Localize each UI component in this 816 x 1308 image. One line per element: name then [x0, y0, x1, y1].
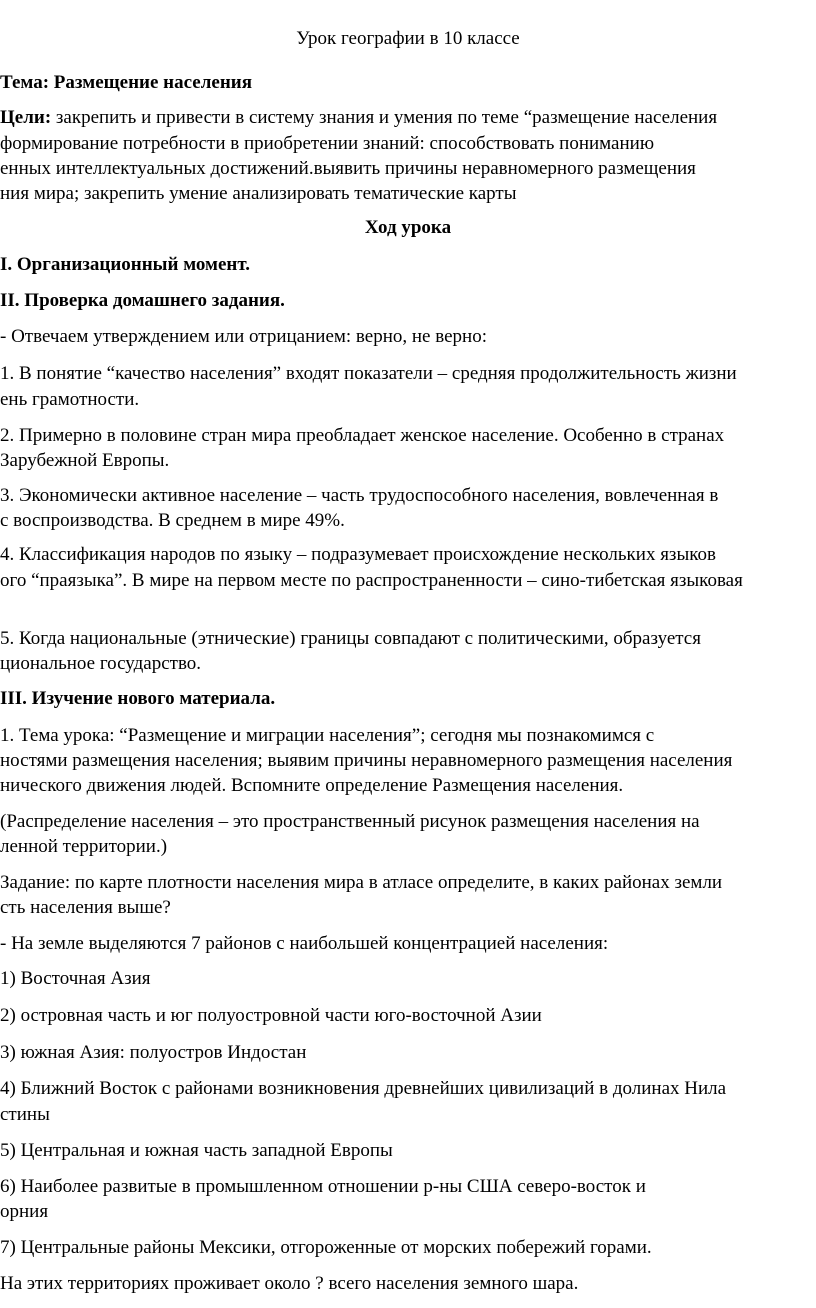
goals-line-2: формирование потребности в приобретении знаний: способствовать пониманию	[0, 133, 655, 154]
check-item: 4. Классификация народов по языку – подразумевает происхождение нескольких языков	[0, 544, 716, 565]
material-line: 1. Тема урока: “Размещение и миграции населения”; сегодня мы познакомимся с	[0, 725, 655, 746]
material-line: ностями размещения населения; выявим причины неравномерного размещения населения	[0, 750, 733, 771]
section-heading-2: II. Проверка домашнего задания.	[0, 290, 285, 311]
material-line: 6) Наиболее развитые в промышленном отношении р-ны США северо-восток и	[0, 1176, 646, 1197]
section-heading-3: III. Изучение нового материала.	[0, 688, 276, 709]
check-item: Зарубежной Европы.	[0, 450, 170, 471]
material-line: На этих территориях проживает около ? всего населения земного шара.	[0, 1273, 579, 1294]
material-line: Задание: по карте плотности населения мира в атласе определите, в каких районах земли	[0, 872, 723, 893]
header-title: Урок географии в 10 классе	[296, 28, 520, 49]
check-item: ень грамотности.	[0, 389, 140, 410]
section-heading-1: I. Организационный момент.	[0, 254, 251, 275]
check-item: ого “праязыка”. В мире на первом месте по распространенности – сино-тибетская языковая	[0, 570, 743, 591]
material-line: ленной территории.)	[0, 836, 168, 857]
material-line: 5) Центральная и южная часть западной Европы	[0, 1140, 393, 1161]
material-line: орния	[0, 1201, 49, 1222]
goals-line-3: енных интеллектуальных достижений.выявить причины неравномерного размещения	[0, 158, 696, 179]
check-item: 3. Экономически активное население – часть трудоспособного населения, вовлеченная в	[0, 485, 719, 506]
goals-label: Цели:	[0, 107, 52, 128]
check-item: 1. В понятие “качество населения” входят показатели – средняя продолжительность жизни	[0, 363, 737, 384]
material-line: 7) Центральные районы Мексики, отгороженные от морских побережий горами.	[0, 1237, 652, 1258]
material-line: (Распределение населения – это пространственный рисунок размещения населения на	[0, 811, 700, 832]
goals-line-4: ния мира; закрепить умение анализировать тематические карты	[0, 183, 517, 204]
topic-label: Тема:	[0, 72, 50, 93]
material-line: - На земле выделяются 7 районов с наибольшей концентрацией населения:	[0, 933, 609, 954]
material-line: сть населения выше?	[0, 897, 171, 918]
material-line: стины	[0, 1104, 50, 1125]
check-intro: - Отвечаем утверждением или отрицанием: верно, не верно:	[0, 326, 487, 347]
check-item: с воспроизводства. В среднем в мире 49%.	[0, 510, 345, 531]
topic-line	[0, 72, 252, 94]
material-line: 2) островная часть и юг полуостровной части юго-восточной Азии	[0, 1005, 542, 1026]
check-item: 2. Примерно в половине стран мира преобладает женское население. Особенно в странах	[0, 425, 725, 446]
material-line: 1) Восточная Азия	[0, 968, 151, 989]
course-title: Ход урока	[364, 217, 452, 238]
goals-text: закрепить и привести в систему знания и умения по теме “размещение населения	[51, 107, 718, 128]
check-item: 5. Когда национальные (этнические) границы совпадают с политическими, образуется	[0, 628, 701, 649]
check-item: циональное государство.	[0, 653, 202, 674]
material-line: нического движения людей. Вспомните определение Размещения населения.	[0, 775, 624, 796]
material-line: 3) южная Азия: полуостров Индостан	[0, 1042, 307, 1063]
goals-line	[0, 107, 717, 129]
material-line: 4) Ближний Восток с районами возникновения древнейших цивилизаций в долинах Нила	[0, 1078, 727, 1099]
topic-text: Размещение населения	[49, 72, 252, 93]
